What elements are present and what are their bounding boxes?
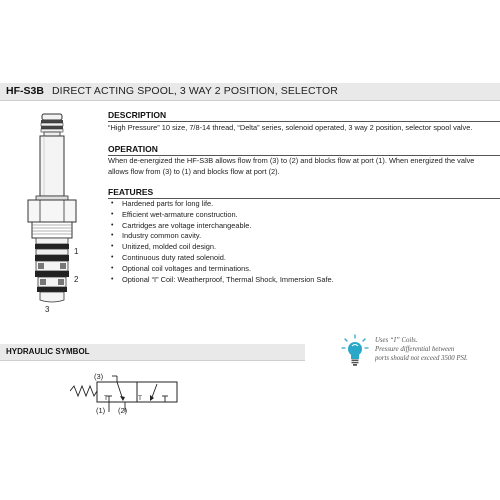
feature-item: • Industry common cavity.: [108, 231, 500, 242]
valve-cartridge-drawing: [14, 110, 94, 310]
feature-item: • Optional “I” Coil: Weatherproof, Thermal Shock, Immersion Safe.: [108, 275, 500, 286]
note-line-1: Uses “I” Coils.: [375, 337, 418, 344]
symbol-port-1-label: (1): [96, 406, 106, 415]
feature-item: • Unitized, molded coil design.: [108, 242, 500, 253]
lightbulb-icon: [340, 333, 370, 367]
hydraulic-symbol-diagram: [70, 372, 190, 422]
port-label-2: 2: [74, 275, 79, 284]
operation-heading: OPERATION: [108, 144, 500, 156]
model-description: DIRECT ACTING SPOOL, 3 WAY 2 POSITION, SELECTOR: [52, 85, 338, 97]
feature-item: • Efficient wet-armature construction.: [108, 210, 500, 221]
model-code: HF-S3B: [6, 85, 44, 97]
coil-note: [375, 336, 500, 363]
hydraulic-symbol-heading: HYDRAULIC SYMBOL: [6, 347, 90, 356]
feature-item: • Hardened parts for long life.: [108, 199, 500, 210]
feature-item: • Optional coil voltages and terminations.: [108, 264, 500, 275]
description-text: “High Pressure” 10 size, 7/8-14 thread, “Delta” series, solenoid operated, 3 way 2 position, selector spool valve.: [108, 123, 473, 132]
description-heading: DESCRIPTION: [108, 110, 500, 122]
features-list: [108, 199, 500, 285]
note-line-3: ports should not exceed 3500 PSI.: [375, 355, 468, 362]
feature-item: • Cartridges are voltage interchangeable.: [108, 221, 500, 232]
operation-line-2: allows flow from (3) to (1) and blocks flow at port (2).: [108, 167, 280, 176]
symbol-t-left: T: [104, 395, 108, 402]
symbol-port-3-label: (3): [94, 372, 104, 381]
operation-line-1: When de-energized the HF-S3B allows flow from (3) to (2) and blocks flow at port (1). When energized the valve: [108, 156, 475, 165]
note-line-2: Pressure differential between: [375, 346, 455, 353]
port-label-3: 3: [45, 305, 50, 314]
hydraulic-symbol-bar: [0, 344, 305, 361]
feature-item: • Continuous duty rated solenoid.: [108, 253, 500, 264]
symbol-port-2-label: (2): [118, 406, 128, 415]
port-label-1: 1: [74, 247, 79, 256]
title-bar: [0, 83, 500, 101]
symbol-t-right: T: [138, 395, 142, 402]
features-heading: FEATURES: [108, 187, 500, 199]
